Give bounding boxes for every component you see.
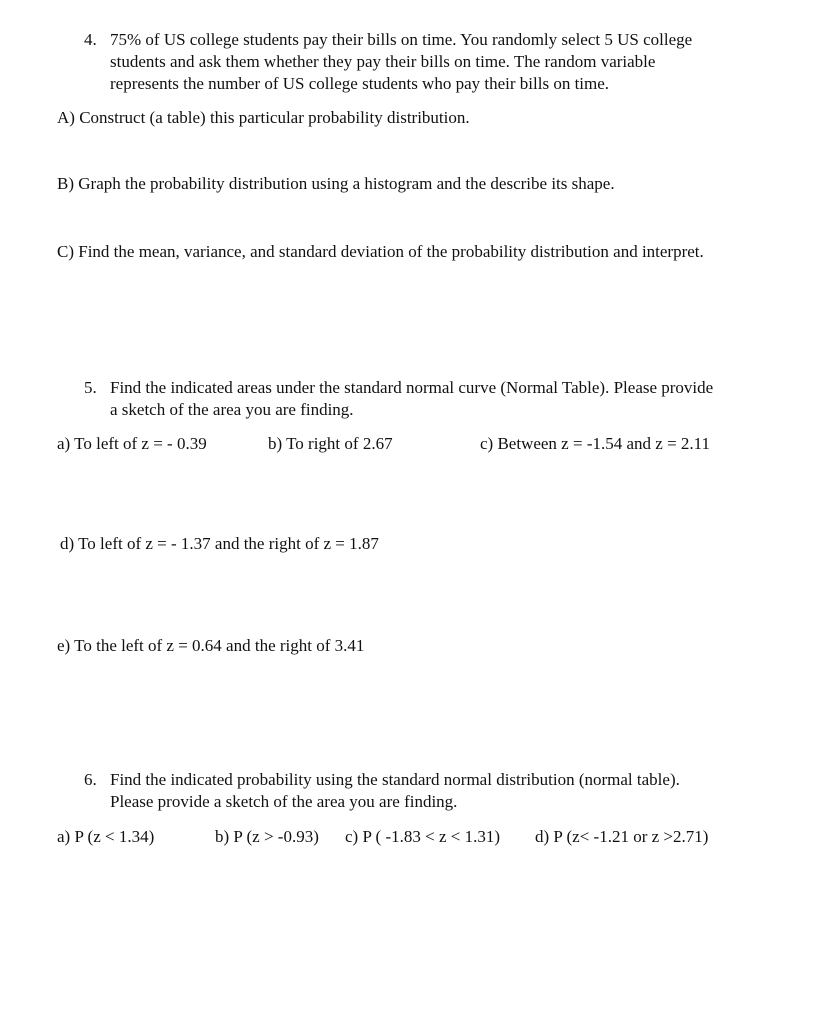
problem-6-number: 6. xyxy=(84,770,97,789)
problem-6-part-b: b) P (z > -0.93) xyxy=(215,827,319,846)
problem-4-line-3: represents the number of US college students who pay their bills on time. xyxy=(110,74,610,93)
problem-6-line-1: Find the indicated probability using the standard normal distribution (normal table). xyxy=(110,770,680,789)
problem-5-part-b: b) To right of 2.67 xyxy=(268,434,393,453)
problem-6-part-a: a) P (z < 1.34) xyxy=(57,827,155,846)
problem-5-part-e: e) To the left of z = 0.64 and the right of 3.41 xyxy=(57,636,365,655)
problem-5-line-2: a sketch of the area you are finding. xyxy=(110,400,354,419)
problem-5-line-1: Find the indicated areas under the standard normal curve (Normal Table). Please provide xyxy=(110,378,714,397)
problem-4-part-b: B) Graph the probability distribution using a histogram and the describe its shape. xyxy=(57,174,615,193)
problem-5-number: 5. xyxy=(84,378,97,397)
problem-4-line-2: students and ask them whether they pay their bills on time. The random variable xyxy=(110,52,656,71)
problem-6-part-c: c) P ( -1.83 < z < 1.31) xyxy=(345,827,500,846)
problem-4-part-a: A) Construct (a table) this particular probability distribution. xyxy=(57,108,470,127)
problem-4-number: 4. xyxy=(84,30,97,49)
problem-4-part-c: C) Find the mean, variance, and standard deviation of the probability distribution and interpret. xyxy=(57,242,704,261)
problem-6-line-2: Please provide a sketch of the area you are finding. xyxy=(110,792,458,811)
problem-6-part-d: d) P (z< -1.21 or z >2.71) xyxy=(535,827,709,846)
problem-5-part-d: d) To left of z = - 1.37 and the right of z = 1.87 xyxy=(60,534,379,553)
problem-4-line-1: 75% of US college students pay their bills on time. You randomly select 5 US college xyxy=(110,30,693,49)
problem-5-part-a: a) To left of z = - 0.39 xyxy=(57,434,207,453)
problem-5-part-c: c) Between z = -1.54 and z = 2.11 xyxy=(480,434,711,453)
